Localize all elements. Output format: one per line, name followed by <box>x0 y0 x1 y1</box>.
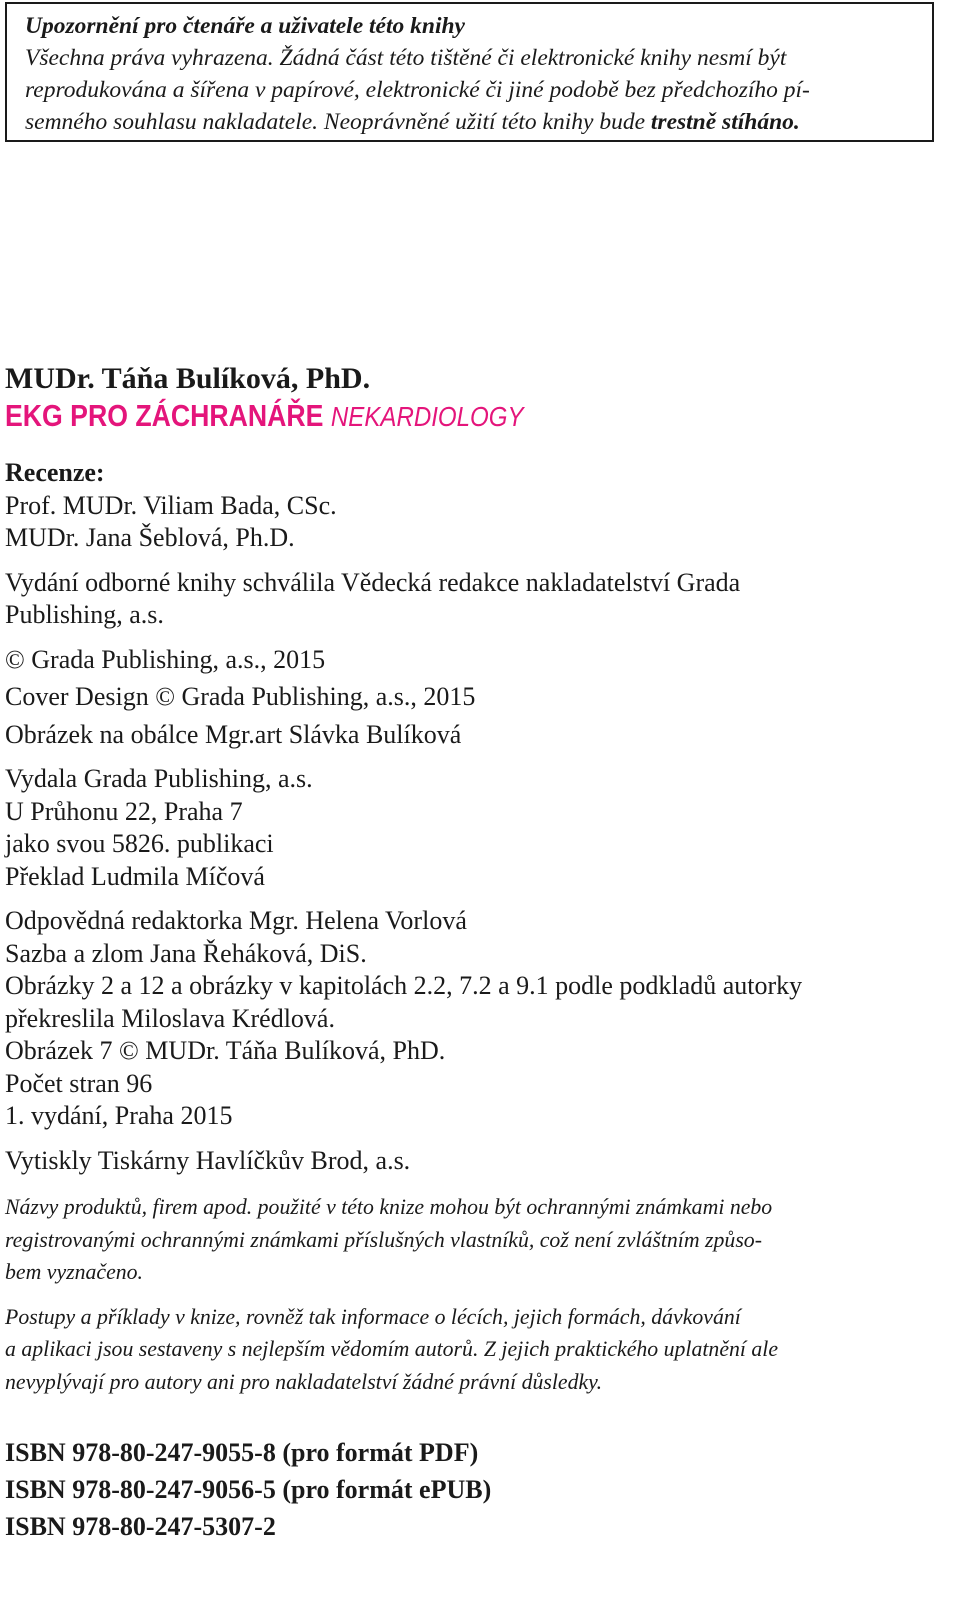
approval-line-1: Vydání odborné knihy schválila Vědecká redakce nakladatelství Grada <box>5 567 741 597</box>
trademark-line-1: Názvy produktů, firem apod. použité v této knize mohou být ochrannými známkami nebo <box>5 1195 773 1219</box>
copyright-section <box>5 644 945 677</box>
isbn-pdf: ISBN 978-80-247-9055-8 (pro formát PDF) <box>5 1438 479 1467</box>
isbn-section <box>5 1434 945 1545</box>
author-name: MUDr. Táňa Bulíková, PhD. <box>5 362 371 395</box>
printer-line: Vytiskly Tiskárny Havlíčkův Brod, a.s. <box>5 1145 411 1175</box>
copyright-notice-box <box>5 2 934 142</box>
trademark-line-2: registrovanými ochrannými známkami příslušných vlastníků, což není zvláštním způso- <box>5 1227 762 1252</box>
disclaimer-line-2: a aplikaci jsou sestaveny s nejlepším vědomím autorů. Z jejich praktického uplatnění ale <box>5 1337 779 1361</box>
imprint-details <box>5 457 945 1177</box>
credits-line-1: Odpovědná redaktorka Mgr. Helena Vorlová <box>5 906 467 935</box>
cover-image-line: Obrázek na obálce Mgr.art Slávka Bulíková <box>5 719 462 749</box>
trademark-note <box>5 1191 945 1289</box>
copyright-line: © Grada Publishing, a.s., 2015 <box>5 644 326 674</box>
approval-line-2: Publishing, a.s. <box>5 600 164 629</box>
approval-section <box>5 567 945 632</box>
book-title-main: EKG PRO ZÁCHRANÁŘE <box>5 398 324 433</box>
credits-line-5: Obrázek 7 © MUDr. Táňa Bulíková, PhD. <box>5 1036 446 1065</box>
disclaimer-line-3: nevyplývají pro autory ani pro nakladatelství žádné právní důsledky. <box>5 1369 603 1394</box>
reviewer-2: MUDr. Jana Šeblová, Ph.D. <box>5 523 295 552</box>
isbn-epub: ISBN 978-80-247-9056-5 (pro formát ePUB) <box>5 1475 492 1504</box>
imprint-page <box>5 362 945 1545</box>
notice-title: Upozornění pro čtenáře a uživatele této knihy <box>25 13 465 39</box>
reviewers-label: Recenze: <box>5 458 105 487</box>
notice-penalty: trestně stíháno. <box>650 109 800 135</box>
credits-line-7: 1. vydání, Praha 2015 <box>5 1101 233 1130</box>
notice-line-2: reprodukována a šířena v papírové, elektronické či jiné podobě bez předchozího pí- <box>25 77 810 103</box>
book-title-sub: NEKARDIOLOGY <box>330 401 524 432</box>
credits-line-2: Sazba a zlom Jana Řeháková, DiS. <box>5 938 367 968</box>
notice-line-3 <box>25 106 932 138</box>
notice-line-3-text: semného souhlasu nakladatele. Neoprávněné užití této knihy bude <box>25 109 651 135</box>
publisher-line-2: U Průhonu 22, Praha 7 <box>5 796 243 826</box>
reviewer-1: Prof. MUDr. Viliam Bada, CSc. <box>5 490 337 520</box>
printer-section <box>5 1145 945 1178</box>
credits-line-3: Obrázky 2 a 12 a obrázky v kapitolách 2.2, 7.2 a 9.1 podle podkladů autorky <box>5 971 803 1000</box>
trademark-line-3: bem vyznačeno. <box>5 1260 143 1284</box>
publisher-line-4: Překlad Ludmila Míčová <box>5 861 265 891</box>
cover-image-section <box>5 719 945 752</box>
disclaimer-note <box>5 1301 945 1399</box>
credits-section <box>5 905 945 1133</box>
credits-line-4: překreslila Miloslava Krédlová. <box>5 1003 335 1033</box>
book-title <box>5 396 813 437</box>
publisher-line-3: jako svou 5826. publikaci <box>5 829 274 858</box>
publisher-line-1: Vydala Grada Publishing, a.s. <box>5 764 313 793</box>
disclaimer-line-1: Postupy a příklady v knize, rovněž tak informace o lécích, jejich formách, dávkování <box>5 1304 741 1329</box>
notice-line-1: Všechna práva vyhrazena. Žádná část této tištěné či elektronické knihy nesmí být <box>25 45 787 71</box>
isbn-print: ISBN 978-80-247-5307-2 <box>5 1512 276 1541</box>
publisher-section <box>5 763 945 893</box>
credits-line-6: Počet stran 96 <box>5 1068 153 1098</box>
cover-design-line: Cover Design © Grada Publishing, a.s., 2015 <box>5 682 476 711</box>
cover-design-section <box>5 681 945 714</box>
reviewers-section <box>5 457 945 555</box>
